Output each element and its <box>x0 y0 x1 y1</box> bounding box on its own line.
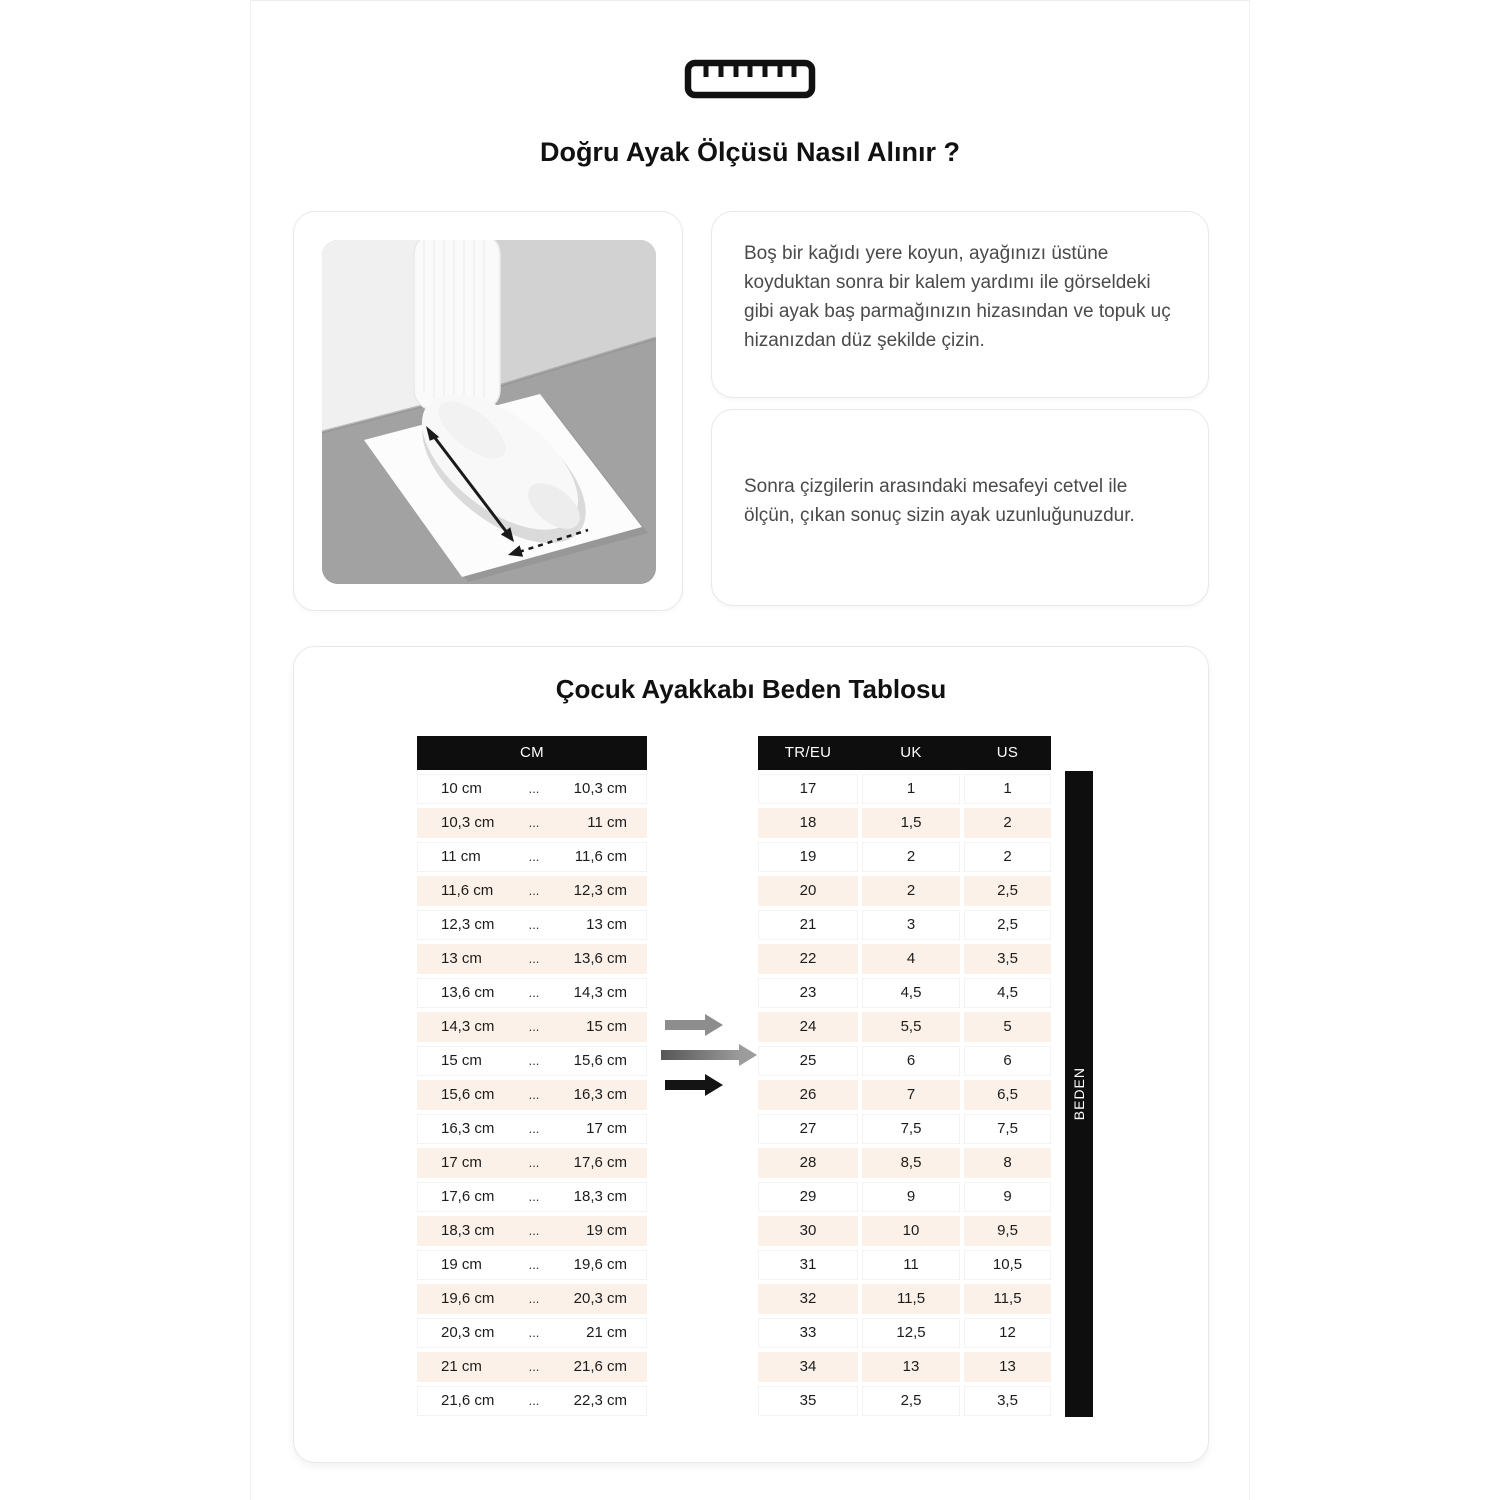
size-table-body <box>758 774 1051 1416</box>
us-cell: 2,5 <box>964 876 1051 906</box>
cm-separator-cell: ... <box>528 1155 540 1170</box>
cm-from-cell: 21,6 cm <box>441 1392 495 1409</box>
uk-cell: 9 <box>862 1182 960 1212</box>
page-title: Doğru Ayak Ölçüsü Nasıl Alınır ? <box>539 137 961 167</box>
cm-separator-cell: ... <box>528 1257 540 1272</box>
uk-cell: 4,5 <box>862 978 960 1008</box>
cm-from-cell: 17,6 cm <box>441 1188 495 1205</box>
treu-cell: 29 <box>758 1182 858 1212</box>
instruction-text-1: Boş bir kağıdı yere koyun, ayağınızı üstüne koyduktan sonra bir kalem yardımı ile görseldeki gibi ayak baş parmağınızın hizasından ve topuk uç hizanızdan düz şekilde çizin. <box>744 243 1171 351</box>
cm-separator-cell: ... <box>528 1359 540 1374</box>
cm-separator-cell: ... <box>528 917 540 932</box>
cm-to-cell: 13 cm <box>586 916 627 933</box>
treu-cell: 34 <box>758 1352 858 1382</box>
cm-to-cell: 10,3 cm <box>573 780 627 797</box>
table-row <box>417 842 647 872</box>
uk-cell: 12,5 <box>862 1318 960 1348</box>
instruction-card-2 <box>711 409 1209 606</box>
uk-cell: 1,5 <box>862 808 960 838</box>
table-row <box>417 774 647 804</box>
uk-cell: 2,5 <box>862 1386 960 1416</box>
table-row <box>417 1114 647 1144</box>
table-row <box>417 1046 647 1076</box>
foot-measure-photo-card <box>293 211 683 611</box>
table-row <box>417 1284 647 1314</box>
cm-from-cell: 10,3 cm <box>441 814 495 831</box>
cm-to-cell: 21,6 cm <box>573 1358 627 1375</box>
cm-to-cell: 14,3 cm <box>573 984 627 1001</box>
cm-separator-cell: ... <box>528 883 540 898</box>
cm-from-cell: 20,3 cm <box>441 1324 495 1341</box>
cm-separator-cell: ... <box>528 1121 540 1136</box>
cm-separator-cell: ... <box>528 951 540 966</box>
cm-to-cell: 12,3 cm <box>573 882 627 899</box>
cm-table-body <box>417 774 647 1416</box>
cm-table <box>417 736 647 1416</box>
cm-from-cell: 17 cm <box>441 1154 482 1171</box>
size-table-header-uk: UK <box>900 744 922 761</box>
treu-cell: 19 <box>758 842 858 872</box>
table-row <box>417 1386 647 1416</box>
uk-cell: 8,5 <box>862 1148 960 1178</box>
us-cell: 2,5 <box>964 910 1051 940</box>
cm-to-cell: 21 cm <box>586 1324 627 1341</box>
cm-from-cell: 21 cm <box>441 1358 482 1375</box>
us-cell: 9,5 <box>964 1216 1051 1246</box>
size-guide-panel <box>250 0 1250 1500</box>
table-row <box>417 1318 647 1348</box>
treu-cell: 21 <box>758 910 858 940</box>
cm-separator-cell: ... <box>528 1291 540 1306</box>
us-cell: 12 <box>964 1318 1051 1348</box>
table-row <box>417 1012 647 1042</box>
table-row <box>417 1250 647 1280</box>
uk-cell: 2 <box>862 876 960 906</box>
cm-to-cell: 15 cm <box>586 1018 627 1035</box>
cm-from-cell: 11,6 cm <box>441 882 494 899</box>
cm-from-cell: 15 cm <box>441 1052 482 1069</box>
treu-cell: 32 <box>758 1284 858 1314</box>
treu-cell: 24 <box>758 1012 858 1042</box>
cm-from-cell: 13 cm <box>441 950 482 967</box>
us-cell: 5 <box>964 1012 1051 1042</box>
treu-cell: 28 <box>758 1148 858 1178</box>
uk-cell: 4 <box>862 944 960 974</box>
cm-from-cell: 14,3 cm <box>441 1018 495 1035</box>
cm-to-cell: 11 cm <box>587 814 627 831</box>
cm-table-header: CM <box>417 736 647 770</box>
us-cell: 13 <box>964 1352 1051 1382</box>
cm-to-cell: 22,3 cm <box>573 1392 627 1409</box>
table-row <box>417 876 647 906</box>
uk-cell: 1 <box>862 774 960 804</box>
uk-cell: 11,5 <box>862 1284 960 1314</box>
table-row <box>417 1080 647 1110</box>
cm-to-cell: 15,6 cm <box>573 1052 627 1069</box>
cm-from-cell: 13,6 cm <box>441 984 495 1001</box>
us-cell: 8 <box>964 1148 1051 1178</box>
table-row <box>417 1352 647 1382</box>
cm-to-cell: 19 cm <box>586 1222 627 1239</box>
uk-cell: 10 <box>862 1216 960 1246</box>
us-cell: 3,5 <box>964 1386 1051 1416</box>
treu-cell: 35 <box>758 1386 858 1416</box>
cm-to-cell: 20,3 cm <box>573 1290 627 1307</box>
transfer-arrows-icon <box>659 1007 763 1103</box>
uk-cell: 3 <box>862 910 960 940</box>
cm-from-cell: 12,3 cm <box>441 916 495 933</box>
uk-cell: 6 <box>862 1046 960 1076</box>
table-row <box>417 978 647 1008</box>
treu-cell: 17 <box>758 774 858 804</box>
us-cell: 1 <box>964 774 1051 804</box>
cm-separator-cell: ... <box>528 815 540 830</box>
treu-cell: 23 <box>758 978 858 1008</box>
us-cell: 10,5 <box>964 1250 1051 1280</box>
cm-separator-cell: ... <box>528 985 540 1000</box>
size-table-header-us: US <box>996 744 1019 761</box>
instruction-card-1 <box>711 211 1209 398</box>
foot-measure-photo <box>322 240 656 584</box>
cm-from-cell: 10 cm <box>441 780 482 797</box>
us-cell: 11,5 <box>964 1284 1051 1314</box>
cm-from-cell: 19 cm <box>441 1256 482 1273</box>
ruler-icon <box>684 59 816 99</box>
uk-cell: 7 <box>862 1080 960 1110</box>
beden-label: BEDEN <box>1071 1067 1087 1121</box>
cm-separator-cell: ... <box>528 849 540 864</box>
us-cell: 6 <box>964 1046 1051 1076</box>
size-table-header-row <box>758 736 1051 770</box>
cm-to-cell: 11,6 cm <box>574 848 627 865</box>
cm-to-cell: 17,6 cm <box>573 1154 627 1171</box>
treu-cell: 30 <box>758 1216 858 1246</box>
us-cell: 2 <box>964 842 1051 872</box>
cm-from-cell: 19,6 cm <box>441 1290 495 1307</box>
cm-to-cell: 19,6 cm <box>573 1256 627 1273</box>
uk-cell: 2 <box>862 842 960 872</box>
treu-cell: 26 <box>758 1080 858 1110</box>
cm-to-cell: 18,3 cm <box>573 1188 627 1205</box>
us-cell: 7,5 <box>964 1114 1051 1144</box>
uk-cell: 13 <box>862 1352 960 1382</box>
size-table <box>758 736 1051 1416</box>
us-cell: 9 <box>964 1182 1051 1212</box>
treu-cell: 33 <box>758 1318 858 1348</box>
us-cell: 2 <box>964 808 1051 838</box>
cm-from-cell: 11 cm <box>441 848 481 865</box>
table-row <box>417 1182 647 1212</box>
treu-cell: 27 <box>758 1114 858 1144</box>
cm-separator-cell: ... <box>528 1019 540 1034</box>
treu-cell: 22 <box>758 944 858 974</box>
treu-cell: 31 <box>758 1250 858 1280</box>
table-row <box>417 808 647 838</box>
cm-from-cell: 16,3 cm <box>441 1120 495 1137</box>
size-chart-title: Çocuk Ayakkabı Beden Tablosu <box>555 674 947 704</box>
cm-from-cell: 18,3 cm <box>441 1222 495 1239</box>
table-row <box>417 1148 647 1178</box>
table-row <box>417 944 647 974</box>
size-table-header-treu: TR/EU <box>784 744 832 761</box>
cm-separator-cell: ... <box>528 1087 540 1102</box>
cm-to-cell: 16,3 cm <box>573 1086 627 1103</box>
cm-to-cell: 17 cm <box>586 1120 627 1137</box>
cm-separator-cell: ... <box>528 781 540 796</box>
instruction-text-2: Sonra çizgilerin arasındaki mesafeyi cetvel ile ölçün, çıkan sonuç sizin ayak uzunluğunuzdur. <box>744 476 1135 526</box>
cm-separator-cell: ... <box>528 1189 540 1204</box>
treu-cell: 20 <box>758 876 858 906</box>
table-row <box>417 910 647 940</box>
cm-from-cell: 15,6 cm <box>441 1086 495 1103</box>
cm-separator-cell: ... <box>528 1223 540 1238</box>
cm-to-cell: 13,6 cm <box>573 950 627 967</box>
us-cell: 6,5 <box>964 1080 1051 1110</box>
cm-separator-cell: ... <box>528 1053 540 1068</box>
treu-cell: 25 <box>758 1046 858 1076</box>
uk-cell: 5,5 <box>862 1012 960 1042</box>
cm-separator-cell: ... <box>528 1393 540 1408</box>
table-row <box>417 1216 647 1246</box>
uk-cell: 11 <box>862 1250 960 1280</box>
treu-cell: 18 <box>758 808 858 838</box>
us-cell: 3,5 <box>964 944 1051 974</box>
uk-cell: 7,5 <box>862 1114 960 1144</box>
us-cell: 4,5 <box>964 978 1051 1008</box>
beden-bar <box>1065 771 1093 1417</box>
cm-separator-cell: ... <box>528 1325 540 1340</box>
